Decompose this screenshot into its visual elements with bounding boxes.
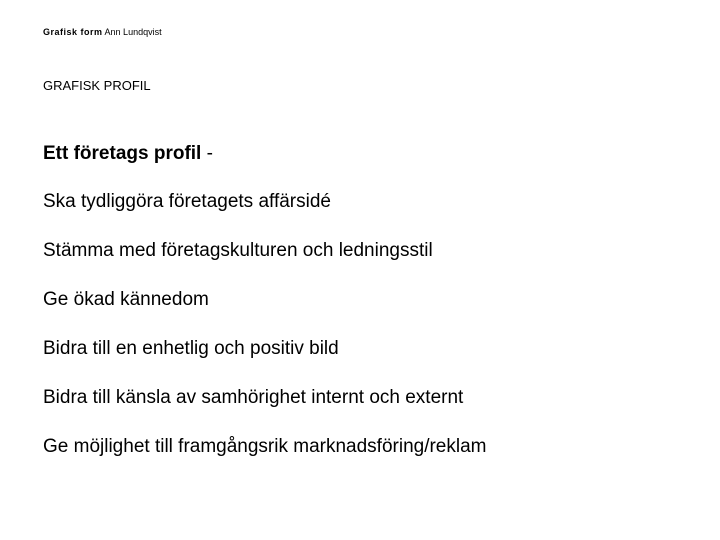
list-item: Ge ökad kännedom — [43, 289, 209, 310]
page-title — [43, 142, 213, 166]
profile-points-list — [43, 190, 487, 484]
document-header — [43, 27, 162, 38]
list-item: Bidra till en enhetlig och positiv bild — [43, 338, 339, 359]
section-label: GRAFISK PROFIL — [43, 78, 151, 93]
header-author: Ann Lundqvist — [104, 27, 162, 37]
title-suffix: - — [206, 143, 213, 164]
title-text: Ett företags profil — [43, 143, 202, 164]
list-item: Ge möjlighet till framgångsrik marknadsföring/reklam — [43, 436, 487, 457]
list-item: Stämma med företagskulturen och ledningsstil — [43, 240, 433, 261]
list-item: Bidra till känsla av samhörighet internt och externt — [43, 387, 464, 408]
list-item: Ska tydliggöra företagets affärsidé — [43, 191, 331, 212]
header-brand: Grafisk form — [43, 27, 103, 37]
